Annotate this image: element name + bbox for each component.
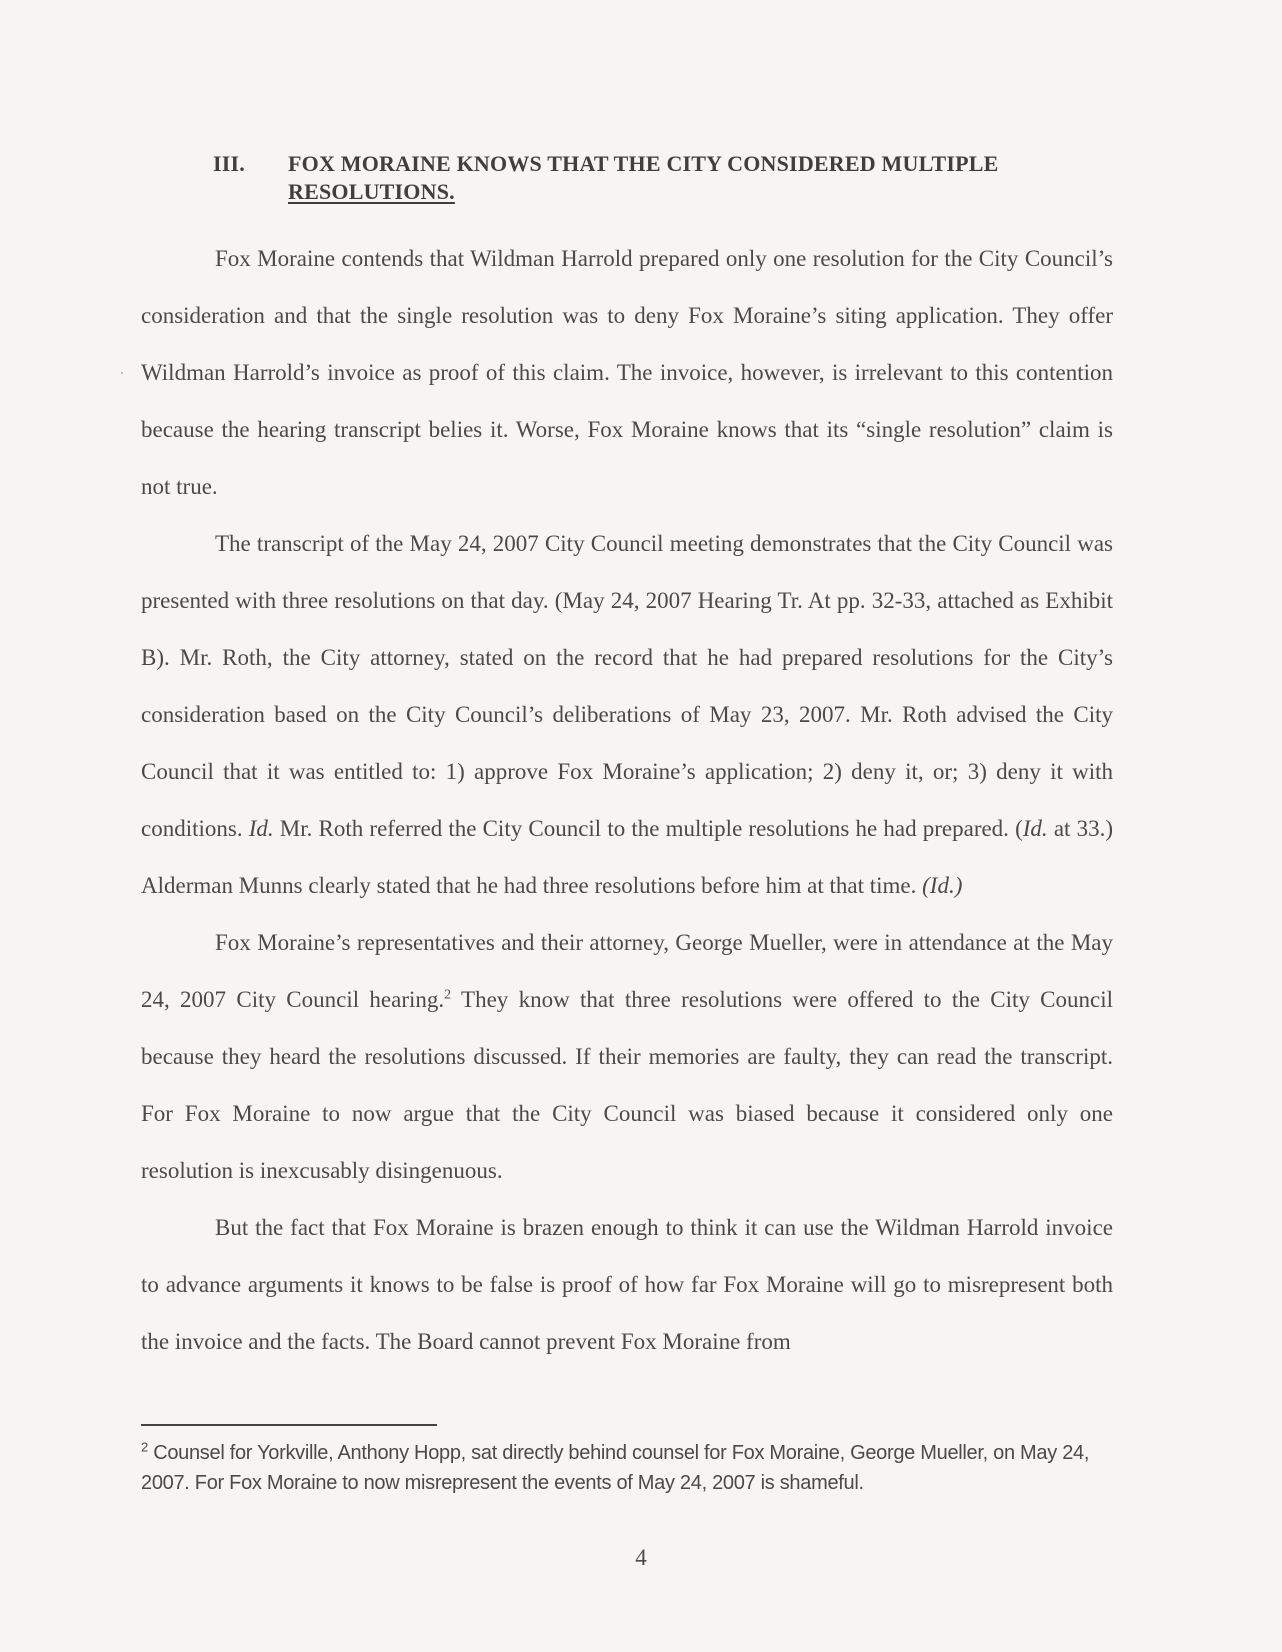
paragraph-2-part-a: The transcript of the May 24, 2007 City Council meeting demonstrates that the City Council was presented with three resolutions on that day. (May 24, 2007 Hearing Tr. At pp. 32-33, attached as Exhibit B). Mr. Roth, the City attorney, stated on the record that he had prepared resolutions for the City’s consideration based on the City Council’s deliberations of May 23, 2007. Mr. Roth advised the City Council that it was entitled to: 1) approve Fox Moraine’s application; 2) deny it, or; 3) deny it with conditions. (141, 531, 1113, 841)
section-number: III. (213, 151, 245, 176)
paragraph-1: Fox Moraine contends that Wildman Harrold prepared only one resolution for the City Council’s consideration and that the single resolution was to deny Fox Moraine’s siting application. They offer Wildman Harrold’s invoice as proof of this claim. The invoice, however, is irrelevant to this contention because the hearing transcript belies it. Worse, Fox Moraine knows that its “single resolution” claim is not true. (141, 246, 1113, 499)
citation-id: Id. (1022, 816, 1048, 841)
scan-speck (121, 372, 123, 374)
paragraph-2-part-b: Mr. Roth referred the City Council to the multiple resolutions he had prepared. ( (273, 816, 1023, 841)
footnote-reference: 2 (444, 987, 452, 1003)
citation-id: (Id.) (922, 873, 963, 898)
paragraph-3 (141, 914, 1113, 1199)
section-title (288, 150, 1103, 206)
footnote-mark: 2 (141, 1439, 148, 1455)
citation-id: Id. (248, 816, 274, 841)
section-title-line2: RESOLUTIONS. (288, 179, 455, 204)
paragraph-3-part-a: Fox Moraine’s representatives and their attorney, George Mueller, were in attendance at the May 24, 2007 City Council hearing. (141, 930, 1113, 1012)
paragraph-3-part-b: They know that three resolutions were offered to the City Council because they heard the resolutions discussed. If their memories are faulty, they can read the transcript. For Fox Moraine to now argue that the City Council was biased because it considered only one resolution is inexcusably disingenuous. (141, 987, 1113, 1183)
paragraph-2 (141, 515, 1113, 914)
footnote-divider (141, 1424, 437, 1426)
section-title-line1: FOX MORAINE KNOWS THAT THE CITY CONSIDERED MULTIPLE (288, 151, 999, 176)
footnote-text: Counsel for Yorkville, Anthony Hopp, sat directly behind counsel for Fox Moraine, George Mueller, on May 24, 2007. For Fox Moraine to now misrepresent the events of May 24, 2007 is shameful. (141, 1442, 1090, 1494)
page-number: 4 (635, 1545, 647, 1570)
paragraph-2-part-c: at 33.) Alderman Munns clearly stated that he had three resolutions before him at that time. (141, 816, 1113, 898)
footnote (141, 1438, 1113, 1498)
paragraph-4: But the fact that Fox Moraine is brazen enough to think it can use the Wildman Harrold invoice to advance arguments it knows to be false is proof of how far Fox Moraine will go to misrepresent both the invoice and the facts. The Board cannot prevent Fox Moraine from (141, 1215, 1113, 1354)
body-text (141, 230, 1113, 1370)
